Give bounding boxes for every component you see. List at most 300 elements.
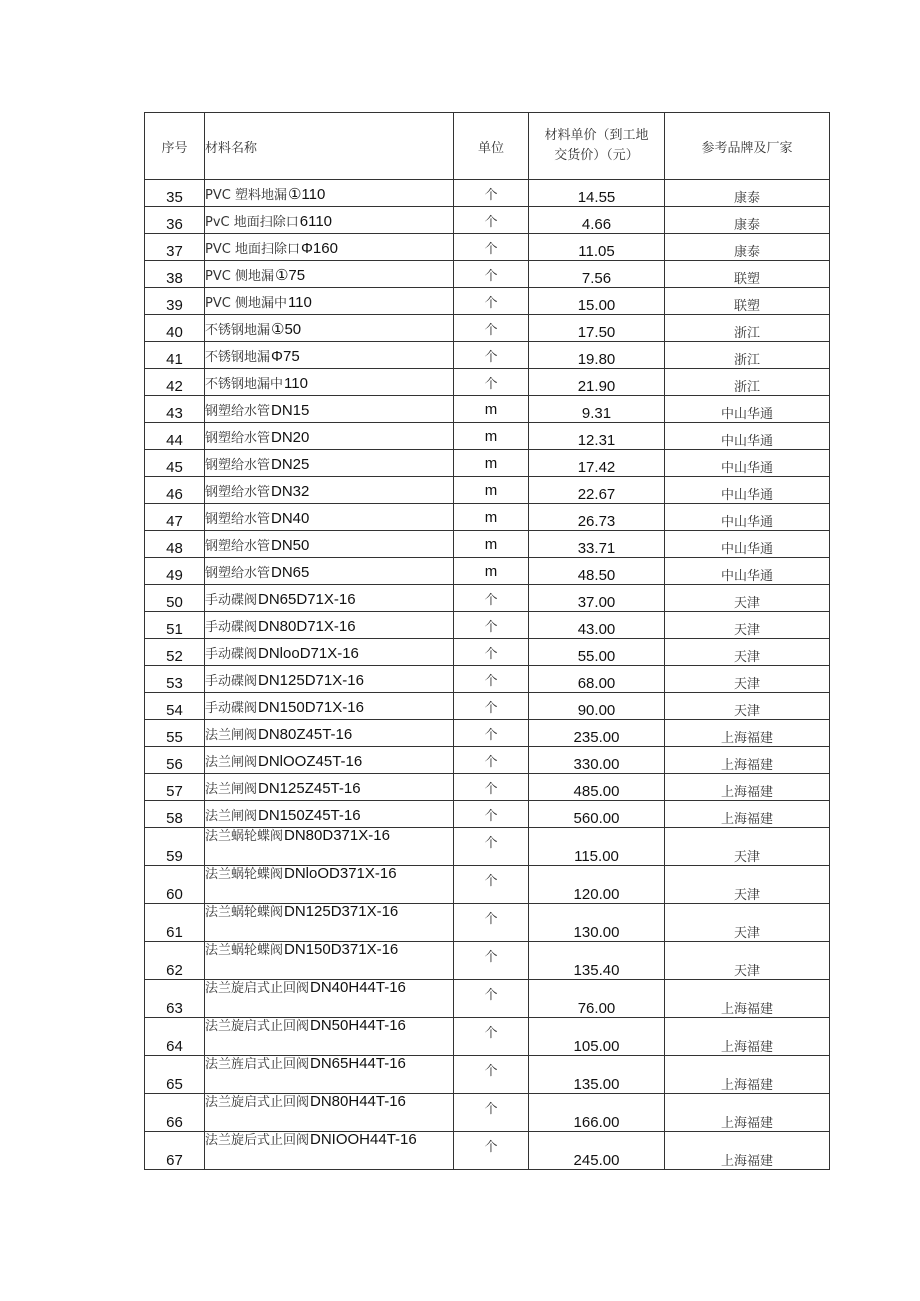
col-header-price-line1: 材料单价（到工地 — [544, 128, 649, 143]
price-cell: 68.00 — [529, 666, 665, 693]
unit-value: 个 — [484, 836, 498, 851]
material-name — [205, 504, 454, 531]
unit-value: 个 — [484, 268, 498, 284]
table-row — [145, 1132, 830, 1170]
material-name-spec: ①75 — [274, 267, 306, 284]
material-name — [205, 396, 454, 423]
materials-price-table — [144, 112, 830, 1170]
material-name — [205, 585, 454, 612]
unit-value: 个 — [484, 1026, 498, 1041]
table-row — [145, 207, 830, 234]
brand-cell: 天津 — [665, 693, 830, 720]
row-number: 35 — [145, 180, 205, 207]
material-name-cn: 不锈钢地漏 — [205, 323, 271, 338]
price-cell: 11.05 — [529, 234, 665, 261]
material-name — [205, 1018, 454, 1056]
row-number: 63 — [145, 980, 205, 1018]
material-name-spec: DN20 — [271, 429, 310, 446]
table-row — [145, 585, 830, 612]
material-name — [205, 207, 454, 234]
unit-value: 个 — [484, 808, 498, 824]
brand-cell: 上海福建 — [665, 747, 830, 774]
brand-cell: 天津 — [665, 828, 830, 866]
material-name-cn: 法兰蜗轮蝶阀 — [205, 905, 284, 920]
brand-cell: 中山华通 — [665, 477, 830, 504]
material-name-spec: DN65D71X-16 — [258, 591, 356, 608]
price-cell: 7.56 — [529, 261, 665, 288]
material-name-spec: ①50 — [271, 321, 302, 338]
brand-cell: 上海福建 — [665, 980, 830, 1018]
material-name-cn: 法兰旋启式止回阀 — [205, 1019, 310, 1034]
price-cell: 235.00 — [529, 720, 665, 747]
unit-cell — [454, 747, 529, 774]
table-row — [145, 288, 830, 315]
material-name-cn: 法兰旌启式止回阀 — [205, 1057, 310, 1072]
table-row — [145, 693, 830, 720]
unit-value: 个 — [484, 322, 498, 338]
unit-cell — [454, 828, 529, 866]
brand-cell: 联塑 — [665, 288, 830, 315]
row-number: 52 — [145, 639, 205, 666]
unit-cell — [454, 207, 529, 234]
material-name — [205, 828, 454, 866]
unit-value: 个 — [484, 241, 498, 257]
material-name — [205, 423, 454, 450]
material-name — [205, 180, 454, 207]
table-row — [145, 477, 830, 504]
material-name — [205, 639, 454, 666]
price-cell: 90.00 — [529, 693, 665, 720]
unit-value: 个 — [484, 295, 498, 311]
unit-cell — [454, 342, 529, 369]
material-name — [205, 942, 454, 980]
unit-cell — [454, 261, 529, 288]
unit-value: 个 — [484, 874, 498, 889]
brand-cell: 浙江 — [665, 342, 830, 369]
material-name-cn: 法兰旋后式止回阀 — [205, 1133, 310, 1148]
header-row — [145, 113, 830, 180]
brand-cell: 康泰 — [665, 234, 830, 261]
material-name-spec: DN80Z45T-16 — [258, 726, 353, 743]
table-row — [145, 774, 830, 801]
material-name-spec: DN125Z45T-16 — [258, 780, 361, 797]
material-name-cn: 钢塑给水管 — [205, 566, 271, 581]
brand-cell: 联塑 — [665, 261, 830, 288]
unit-value: m — [484, 427, 498, 445]
row-number: 44 — [145, 423, 205, 450]
brand-cell: 上海福建 — [665, 801, 830, 828]
brand-cell: 中山华通 — [665, 450, 830, 477]
material-name — [205, 774, 454, 801]
row-number: 39 — [145, 288, 205, 315]
row-number: 43 — [145, 396, 205, 423]
brand-cell: 上海福建 — [665, 1094, 830, 1132]
table-row — [145, 315, 830, 342]
unit-cell — [454, 801, 529, 828]
row-number: 54 — [145, 693, 205, 720]
price-cell: 22.67 — [529, 477, 665, 504]
material-name-cn: 钢塑给水管 — [205, 431, 271, 446]
unit-value: 个 — [484, 349, 498, 365]
unit-cell — [454, 1056, 529, 1094]
row-number: 47 — [145, 504, 205, 531]
unit-cell — [454, 180, 529, 207]
row-number: 56 — [145, 747, 205, 774]
material-name — [205, 720, 454, 747]
material-name-spec: DN150D71X-16 — [258, 699, 364, 716]
price-cell: 115.00 — [529, 828, 665, 866]
material-name-cn: 钢塑给水管 — [205, 404, 271, 419]
material-name-cn: PVC 地面扫除口 — [205, 242, 300, 257]
price-cell: 21.90 — [529, 369, 665, 396]
material-name-spec: DN80D371X-16 — [284, 827, 390, 844]
brand-cell: 天津 — [665, 904, 830, 942]
material-name — [205, 612, 454, 639]
brand-cell: 浙江 — [665, 369, 830, 396]
brand-cell: 浙江 — [665, 315, 830, 342]
unit-value: 个 — [484, 619, 498, 635]
unit-value: m — [484, 535, 498, 553]
price-cell: 9.31 — [529, 396, 665, 423]
price-cell: 130.00 — [529, 904, 665, 942]
row-number: 60 — [145, 866, 205, 904]
row-number: 40 — [145, 315, 205, 342]
unit-value: 个 — [484, 214, 498, 230]
material-name — [205, 904, 454, 942]
brand-cell: 天津 — [665, 585, 830, 612]
price-cell: 120.00 — [529, 866, 665, 904]
material-name-cn: 法兰闸阀 — [205, 809, 258, 824]
price-cell: 17.42 — [529, 450, 665, 477]
table-row — [145, 904, 830, 942]
material-name-spec: DN50 — [271, 537, 310, 554]
unit-cell — [454, 942, 529, 980]
material-name-spec: 110 — [284, 375, 308, 392]
table-row — [145, 639, 830, 666]
material-name-cn: 法兰蜗轮蝶阀 — [205, 867, 284, 882]
unit-value: 个 — [484, 727, 498, 743]
table-row — [145, 980, 830, 1018]
price-cell: 76.00 — [529, 980, 665, 1018]
unit-value: 个 — [484, 781, 498, 797]
unit-value: 个 — [484, 592, 498, 608]
table-row — [145, 666, 830, 693]
brand-cell: 中山华通 — [665, 531, 830, 558]
table-row — [145, 720, 830, 747]
material-name-spec: DN50H44T-16 — [310, 1017, 406, 1034]
unit-value: 个 — [484, 646, 498, 662]
material-name — [205, 1056, 454, 1094]
table-row — [145, 866, 830, 904]
table-row — [145, 342, 830, 369]
unit-cell — [454, 693, 529, 720]
price-cell: 560.00 — [529, 801, 665, 828]
row-number: 57 — [145, 774, 205, 801]
brand-cell: 天津 — [665, 942, 830, 980]
table-row — [145, 450, 830, 477]
material-name-spec: DN150Z45T-16 — [258, 807, 361, 824]
brand-cell: 上海福建 — [665, 774, 830, 801]
table-row — [145, 423, 830, 450]
material-name-spec: Φ160 — [300, 240, 338, 257]
unit-cell — [454, 666, 529, 693]
material-name — [205, 288, 454, 315]
table-row — [145, 234, 830, 261]
material-name-cn: 法兰闸阀 — [205, 728, 258, 743]
unit-cell — [454, 1094, 529, 1132]
material-name-cn: PvC 地面扫除口 — [205, 215, 299, 230]
material-name-cn: 钢塑给水管 — [205, 458, 271, 473]
row-number: 53 — [145, 666, 205, 693]
material-name — [205, 801, 454, 828]
material-name-spec: DN32 — [271, 483, 310, 500]
brand-cell: 上海福建 — [665, 720, 830, 747]
row-number: 42 — [145, 369, 205, 396]
unit-value: m — [484, 400, 498, 418]
price-cell: 4.66 — [529, 207, 665, 234]
unit-value: 个 — [484, 673, 498, 689]
material-name-cn: 法兰闸阀 — [205, 755, 258, 770]
unit-cell — [454, 1018, 529, 1056]
table-row — [145, 396, 830, 423]
unit-value: 个 — [484, 912, 498, 927]
col-header-price-line2: 交货价）（元） — [554, 148, 639, 163]
material-name — [205, 531, 454, 558]
unit-cell — [454, 1132, 529, 1170]
material-name-spec: DN80H44T-16 — [310, 1093, 406, 1110]
unit-cell — [454, 639, 529, 666]
brand-cell: 中山华通 — [665, 396, 830, 423]
row-number: 37 — [145, 234, 205, 261]
table-row — [145, 558, 830, 585]
material-name-cn: PVC 侧地漏 — [205, 269, 274, 284]
table-row — [145, 828, 830, 866]
material-name-spec: DNloOD371X-16 — [284, 865, 397, 882]
material-name — [205, 980, 454, 1018]
row-number: 66 — [145, 1094, 205, 1132]
table-row — [145, 261, 830, 288]
material-name-spec: DN25 — [271, 456, 310, 473]
material-name-spec: DN65H44T-16 — [310, 1055, 406, 1072]
material-name-spec: 6110 — [299, 213, 333, 230]
row-number: 64 — [145, 1018, 205, 1056]
brand-cell: 天津 — [665, 639, 830, 666]
unit-value: m — [484, 508, 498, 526]
table-row — [145, 1094, 830, 1132]
unit-cell — [454, 866, 529, 904]
price-cell: 330.00 — [529, 747, 665, 774]
price-cell: 17.50 — [529, 315, 665, 342]
unit-cell — [454, 720, 529, 747]
material-name — [205, 261, 454, 288]
price-cell: 485.00 — [529, 774, 665, 801]
table-row — [145, 942, 830, 980]
price-cell: 48.50 — [529, 558, 665, 585]
table-row — [145, 801, 830, 828]
material-name-spec: DN125D371X-16 — [284, 903, 399, 920]
material-name-cn: 法兰旋启式止回阀 — [205, 981, 310, 996]
row-number: 50 — [145, 585, 205, 612]
material-name — [205, 369, 454, 396]
price-cell: 15.00 — [529, 288, 665, 315]
brand-cell: 中山华通 — [665, 504, 830, 531]
material-name-cn: 手动碟阀 — [205, 647, 258, 662]
material-name-cn: 不锈钢地漏中 — [205, 377, 284, 392]
price-cell: 245.00 — [529, 1132, 665, 1170]
brand-cell: 中山华通 — [665, 558, 830, 585]
unit-cell — [454, 288, 529, 315]
material-name-cn: PVC 塑料地漏 — [205, 188, 287, 203]
material-name-spec: DN40 — [271, 510, 310, 527]
unit-value: 个 — [484, 950, 498, 965]
material-name-cn: 手动碟阀 — [205, 674, 258, 689]
row-number: 46 — [145, 477, 205, 504]
table-body — [145, 180, 830, 1170]
unit-value: 个 — [484, 1140, 498, 1155]
material-name — [205, 234, 454, 261]
material-name-cn: 法兰蜗轮蝶阀 — [205, 943, 284, 958]
unit-value: 个 — [484, 1102, 498, 1117]
material-name-spec: DN40H44T-16 — [310, 979, 406, 996]
col-header-unit: 单位 — [454, 113, 529, 180]
row-number: 62 — [145, 942, 205, 980]
price-cell: 33.71 — [529, 531, 665, 558]
col-header-price — [529, 113, 665, 180]
table-row — [145, 612, 830, 639]
material-name-cn: 不锈钢地漏 — [205, 350, 271, 365]
material-name — [205, 450, 454, 477]
price-cell: 43.00 — [529, 612, 665, 639]
unit-cell — [454, 504, 529, 531]
brand-cell: 中山华通 — [665, 423, 830, 450]
brand-cell: 天津 — [665, 866, 830, 904]
row-number: 36 — [145, 207, 205, 234]
unit-value: 个 — [484, 187, 498, 203]
brand-cell: 天津 — [665, 612, 830, 639]
unit-value: 个 — [484, 700, 498, 716]
brand-cell: 上海福建 — [665, 1018, 830, 1056]
unit-cell — [454, 477, 529, 504]
table-row — [145, 747, 830, 774]
material-name-cn: 钢塑给水管 — [205, 539, 271, 554]
row-number: 51 — [145, 612, 205, 639]
row-number: 38 — [145, 261, 205, 288]
price-cell: 166.00 — [529, 1094, 665, 1132]
price-cell: 135.00 — [529, 1056, 665, 1094]
material-name-cn: PVC 侧地漏中 — [205, 296, 287, 311]
row-number: 41 — [145, 342, 205, 369]
unit-cell — [454, 396, 529, 423]
price-cell: 14.55 — [529, 180, 665, 207]
table-row — [145, 1018, 830, 1056]
row-number: 67 — [145, 1132, 205, 1170]
material-name — [205, 315, 454, 342]
price-cell: 55.00 — [529, 639, 665, 666]
unit-cell — [454, 315, 529, 342]
unit-value: m — [484, 562, 498, 580]
row-number: 49 — [145, 558, 205, 585]
material-name-spec: DN15 — [271, 402, 310, 419]
unit-value: 个 — [484, 1064, 498, 1079]
col-header-no: 序号 — [145, 113, 205, 180]
brand-cell: 上海福建 — [665, 1056, 830, 1094]
material-name — [205, 666, 454, 693]
material-name-spec: DNlooD71X-16 — [258, 645, 359, 662]
material-name-cn: 手动碟阀 — [205, 701, 258, 716]
material-name-spec: ①110 — [287, 186, 326, 203]
material-name-spec: DNIOOH44T-16 — [310, 1131, 417, 1148]
table-row — [145, 180, 830, 207]
price-cell: 26.73 — [529, 504, 665, 531]
price-cell: 12.31 — [529, 423, 665, 450]
material-name — [205, 747, 454, 774]
material-name — [205, 477, 454, 504]
col-header-name: 材料名称 — [205, 113, 454, 180]
material-name-spec: DN65 — [271, 564, 310, 581]
price-cell: 105.00 — [529, 1018, 665, 1056]
unit-value: m — [484, 481, 498, 499]
material-name-cn: 法兰旋启式止回阀 — [205, 1095, 310, 1110]
material-name-cn: 法兰闸阀 — [205, 782, 258, 797]
price-cell: 37.00 — [529, 585, 665, 612]
table-row — [145, 504, 830, 531]
material-name-cn: 手动碟阀 — [205, 620, 258, 635]
unit-cell — [454, 612, 529, 639]
brand-cell: 康泰 — [665, 180, 830, 207]
unit-value: 个 — [484, 988, 498, 1003]
material-name-cn: 钢塑给水管 — [205, 485, 271, 500]
unit-value: 个 — [484, 754, 498, 770]
row-number: 45 — [145, 450, 205, 477]
material-name-cn: 钢塑给水管 — [205, 512, 271, 527]
unit-cell — [454, 585, 529, 612]
material-name-spec: DN125D71X-16 — [258, 672, 364, 689]
material-name-cn: 法兰蜗轮蝶阀 — [205, 829, 284, 844]
price-cell: 135.40 — [529, 942, 665, 980]
material-name — [205, 693, 454, 720]
unit-value: m — [484, 454, 498, 472]
material-name-spec: 110 — [287, 294, 312, 311]
unit-cell — [454, 904, 529, 942]
table-row — [145, 1056, 830, 1094]
unit-value: 个 — [484, 376, 498, 392]
brand-cell: 上海福建 — [665, 1132, 830, 1170]
brand-cell: 康泰 — [665, 207, 830, 234]
material-name-spec: DNlOOZ45T-16 — [258, 753, 363, 770]
material-name-spec: Φ75 — [271, 348, 300, 365]
unit-cell — [454, 450, 529, 477]
material-name-cn: 手动碟阀 — [205, 593, 258, 608]
row-number: 59 — [145, 828, 205, 866]
material-name — [205, 558, 454, 585]
unit-cell — [454, 774, 529, 801]
unit-cell — [454, 369, 529, 396]
unit-cell — [454, 558, 529, 585]
col-header-brand: 参考品牌及厂家 — [665, 113, 830, 180]
row-number: 61 — [145, 904, 205, 942]
unit-cell — [454, 234, 529, 261]
row-number: 65 — [145, 1056, 205, 1094]
material-name-spec: DN150D371X-16 — [284, 941, 399, 958]
brand-cell: 天津 — [665, 666, 830, 693]
table-row — [145, 531, 830, 558]
material-name — [205, 1094, 454, 1132]
material-name-spec: DN80D71X-16 — [258, 618, 356, 635]
material-name — [205, 866, 454, 904]
row-number: 55 — [145, 720, 205, 747]
unit-cell — [454, 980, 529, 1018]
table-row — [145, 369, 830, 396]
